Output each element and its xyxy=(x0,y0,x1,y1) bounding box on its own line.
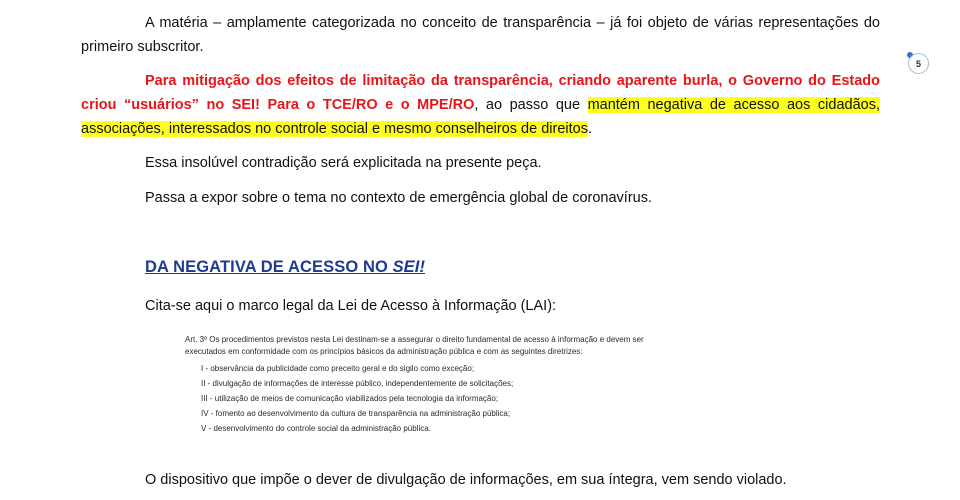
heading-main: DA NEGATIVA DE ACESSO NO xyxy=(145,258,393,276)
badge-number: 5 xyxy=(915,58,921,69)
paragraph-contradiction: Essa insolúvel contradição será explicitada na presente peça. xyxy=(145,155,542,171)
quote-item: III - utilização de meios de comunicação viabilizados pela tecnologia da informação; xyxy=(201,394,499,403)
quote-item: V - desenvolvimento do controle social da administração pública. xyxy=(201,424,431,433)
quote-item: I - observância da publicidade como preceito geral e do sigilo como exceção; xyxy=(201,364,475,373)
paragraph-mitigation xyxy=(81,69,880,141)
plain-text-end: . xyxy=(587,121,592,137)
quote-intro: Art. 3º Os procedimentos previstos nesta Lei destinam-se a assegurar o direito fundamental de acesso à informação e devem ser executados em conformidade com os princípios básicos da administração pública e com as seguintes diretrizes: xyxy=(185,335,644,356)
red-bold-text: Para mitigação dos efeitos de limitação da transparência, criando aparente burla, o Governo do Estado criou “usuários” no SEI! Para o TCE/RO e o MPE/RO xyxy=(81,73,880,113)
paragraph-context: Passa a expor sobre o tema no contexto de emergência global de coronavírus. xyxy=(145,190,652,206)
paragraph-lai-citation: Cita-se aqui o marco legal da Lei de Acesso à Informação (LAI): xyxy=(145,298,557,314)
page-comment-badge[interactable] xyxy=(908,53,929,74)
heading-italic: SEI! xyxy=(392,258,426,276)
highlighted-text: mantém negativa de acesso aos cidadãos, associações, interessados no controle social e mesmo conselheiros de direitos xyxy=(81,97,880,137)
paragraph-violation: O dispositivo que impõe o dever de divulgação de informações, em sua íntegra, vem sendo violado. xyxy=(145,472,787,488)
paragraph-intro: A matéria – amplamente categorizada no conceito de transparência – já foi objeto de várias representações do primeiro subscritor. xyxy=(81,15,880,55)
section-heading xyxy=(145,258,425,277)
quoted-law-image xyxy=(185,334,665,438)
quote-item: II - divulgação de informações de interesse público, independentemente de solicitações; xyxy=(201,379,514,388)
plain-text: , ao passo que xyxy=(474,97,588,113)
quote-item: IV - fomento ao desenvolvimento da cultura de transparência na administração pública; xyxy=(201,409,511,418)
